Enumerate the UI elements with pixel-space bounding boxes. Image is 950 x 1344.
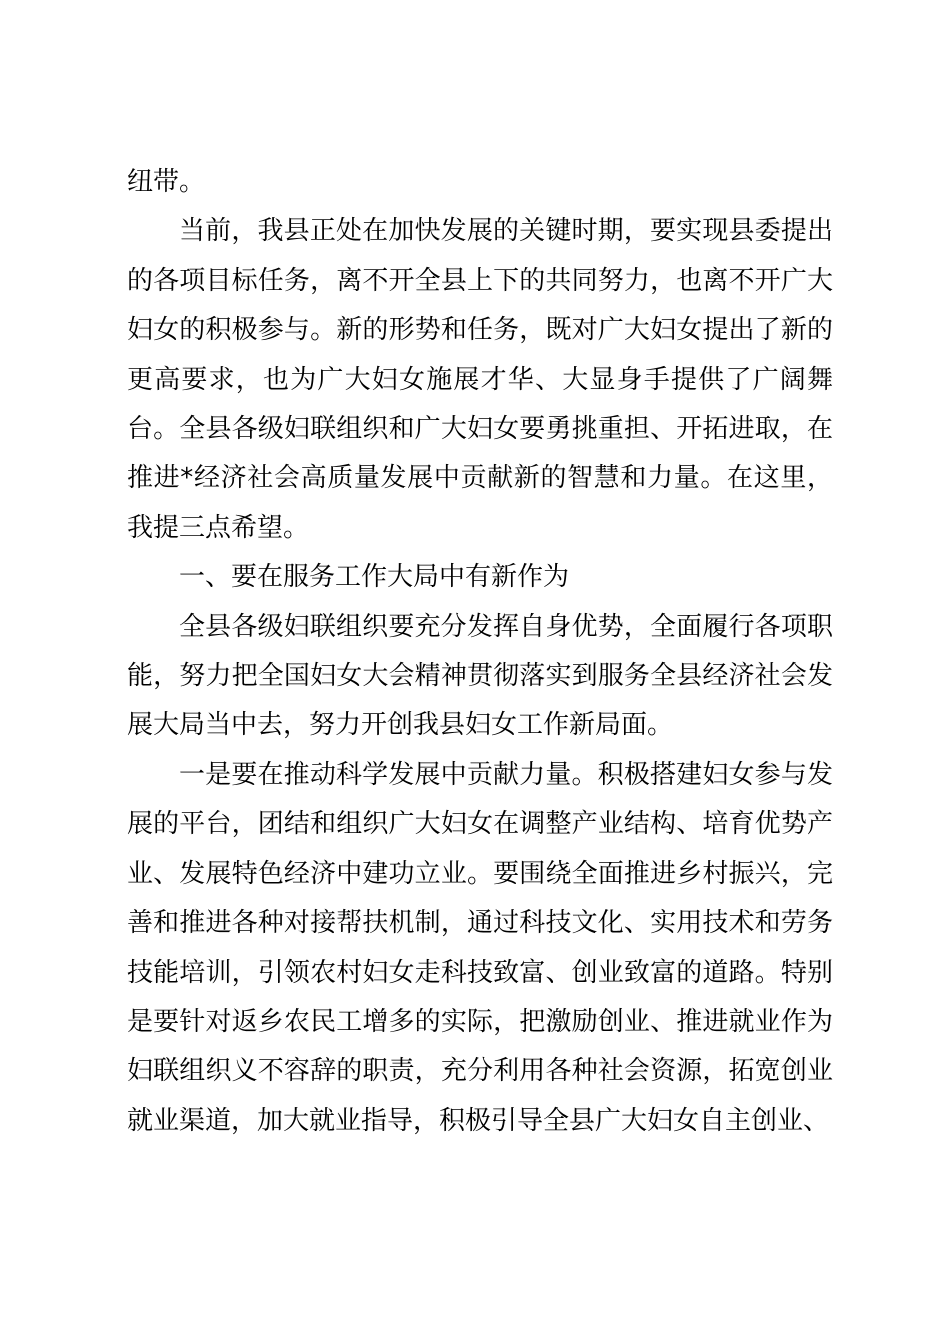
- document-body: [127, 158, 833, 1146]
- paragraph-continuation: 纽带。: [127, 167, 206, 197]
- section-heading-one: 一、要在服务工作大局中有新作为: [179, 562, 570, 593]
- paragraph-womens-federation-duties: 全县各级妇联组织要充分发挥自身优势，全面履行各项职能，努力把全国妇女大会精神贯彻落实到服务全县经济社会发展大局当中去，努力开创我县妇女工作新局面。: [127, 611, 833, 741]
- paragraph-current-situation: 当前，我县正处在加快发展的关键时期，要实现县委提出的各项目标任务，离不开全县上下的共同努力，也离不开广大妇女的积极参与。新的形势和任务，既对广大妇女提出了新的更高要求，也为广大妇女施展才华、大显身手提供了广阔舞台。全县各级妇联组织和广大妇女要勇挑重担、开拓进取，在推进*经济社会高质量发展中贡献新的智慧和力量。在这里，我提三点希望。: [127, 216, 833, 543]
- paragraph-scientific-development: 一是要在推动科学发展中贡献力量。积极搭建妇女参与发展的平台，团结和组织广大妇女在调整产业结构、培育优势产业、发展特色经济中建功立业。要围绕全面推进乡村振兴，完善和推进各种对接帮扶机制，通过科技文化、实用技术和劳务技能培训，引领农村妇女走科技致富、创业致富的道路。特别是要针对返乡农民工增多的实际，把激励创业、推进就业作为妇联组织义不容辞的职责，充分利用各种社会资源，拓宽创业就业渠道，加大就业指导，积极引导全县广大妇女自主创业、: [127, 759, 833, 1136]
